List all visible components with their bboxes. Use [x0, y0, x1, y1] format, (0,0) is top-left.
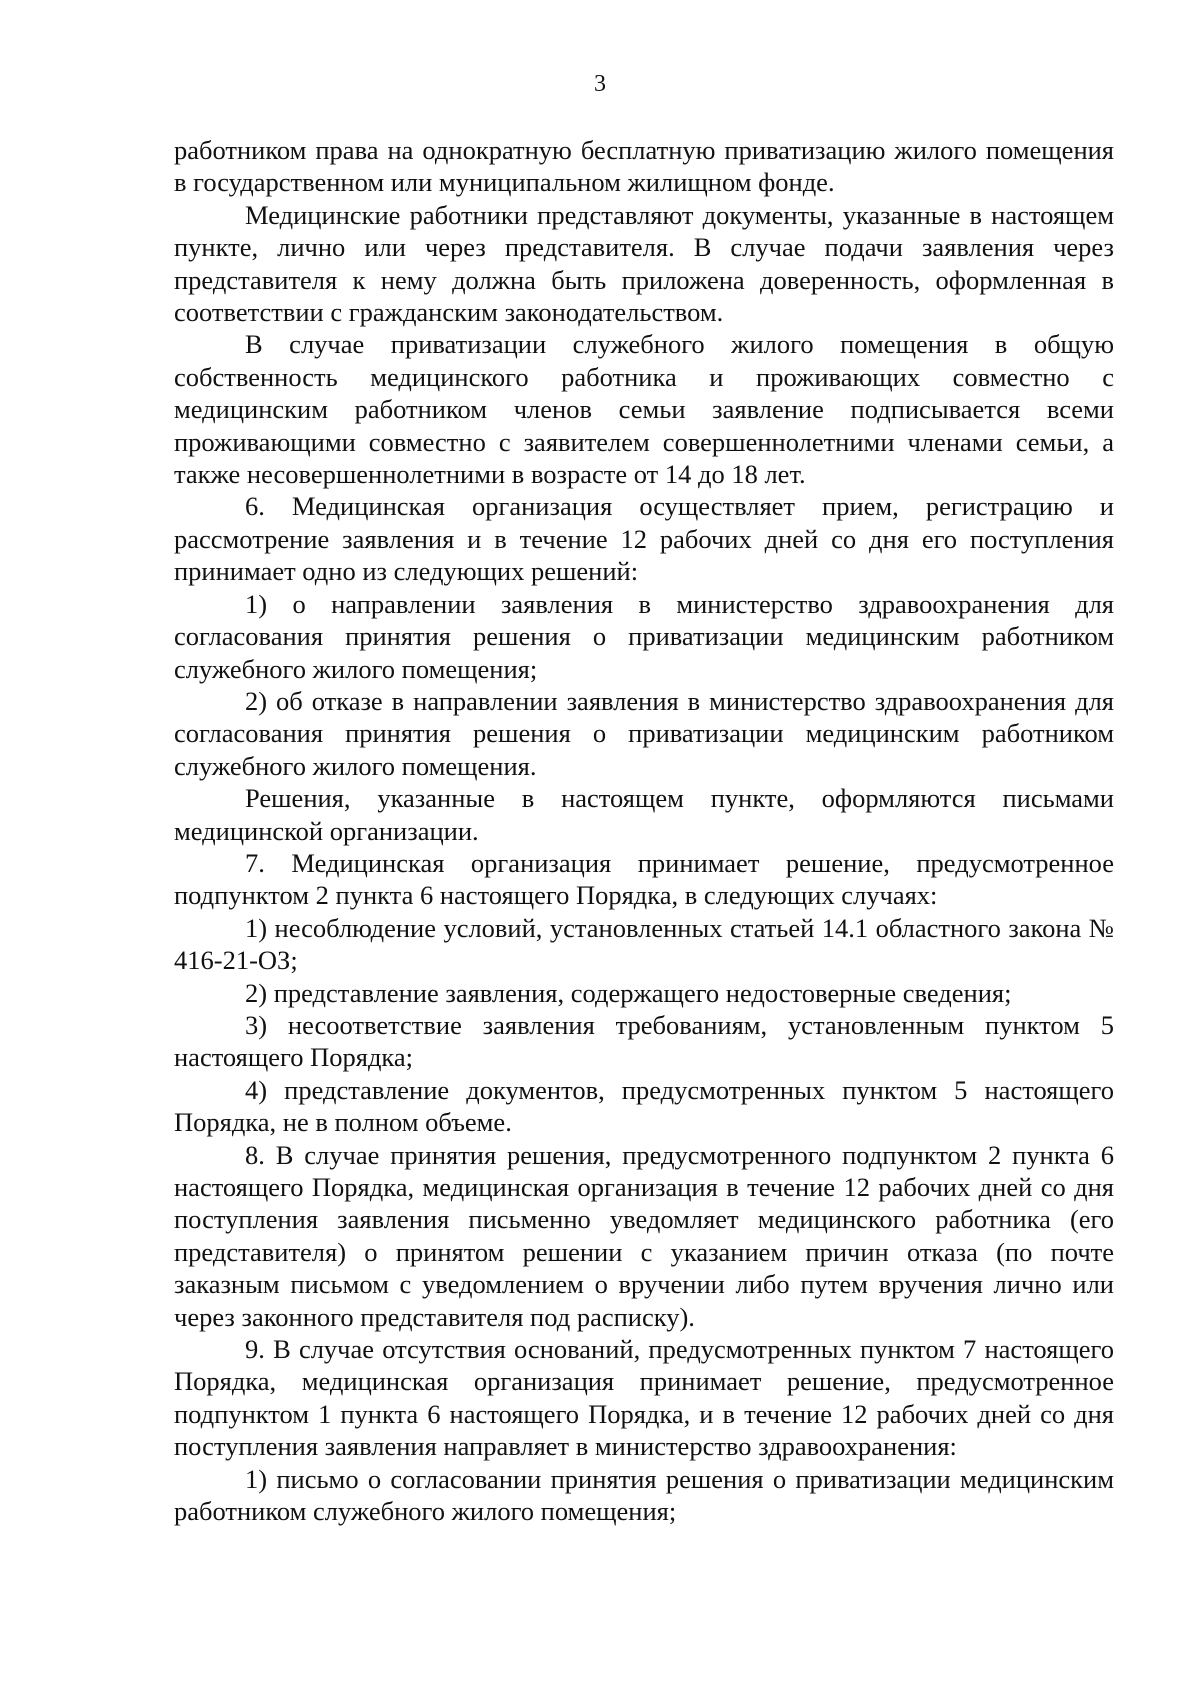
- paragraph-item-9-1: 1) письмо о согласовании принятия решения о приватизации медицинским работником служебного жилого помещения;: [174, 1463, 1114, 1527]
- paragraph-item-7-3: 3) несоответствие заявления требованиям, установленным пунктом 5 настоящего Порядка;: [174, 1009, 1114, 1073]
- page-number: 3: [594, 71, 606, 97]
- paragraph-item-7: 7. Медицинская организация принимает решение, предусмотренное подпунктом 2 пункта 6 настоящего Порядка, в следующих случаях:: [174, 847, 1114, 911]
- paragraph-continuation: работником права на однократную бесплатную приватизацию жилого помещения в государственном или муниципальном жилищном фонде.: [174, 135, 1114, 198]
- paragraph-item-6-1: 1) о направлении заявления в министерство здравоохранения для согласования принятия решения о приватизации медицинским работником служебного жилого помещения;: [174, 588, 1114, 684]
- paragraph-item-7-1: 1) несоблюдение условий, установленных статьей 14.1 областного закона № 416-21-ОЗ;: [174, 912, 1114, 976]
- paragraph-item-8: 8. В случае принятия решения, предусмотренного подпунктом 2 пункта 6 настоящего Порядка, медицинская организация в течение 12 рабочих дней со дня поступления заявления письменно уведомляет медицинского работника (его представителя) о принятом решении с указанием причин отказа (по почте заказным письмом с уведомлением о вручении либо путем вручения лично или через законного представителя под расписку).: [174, 1139, 1114, 1332]
- paragraph-item-6: 6. Медицинская организация осуществляет прием, регистрацию и рассмотрение заявления и в течение 12 рабочих дней со дня его поступления принимает одно из следующих решений:: [174, 491, 1114, 587]
- paragraph-item-9: 9. В случае отсутствия оснований, предусмотренных пунктом 7 настоящего Порядка, медицинская организация принимает решение, предусмотренное подпунктом 1 пункта 6 настоящего Порядка, и в течение 12 рабочих дней со дня поступления заявления направляет в министерство здравоохранения:: [174, 1334, 1114, 1462]
- document-body: [174, 134, 1114, 1527]
- paragraph-item-7-4: 4) представление документов, предусмотренных пунктом 5 настоящего Порядка, не в полном объеме.: [174, 1074, 1114, 1138]
- paragraph-joint-ownership: В случае приватизации служебного жилого помещения в общую собственность медицинского работника и проживающих совместно с медицинским работником членов семьи заявление подписывается всеми проживающими совместно с заявителем совершеннолетними членами семьи, а также несовершеннолетними в возрасте от 14 до 18 лет.: [174, 329, 1114, 490]
- paragraph-decisions-letters: Решения, указанные в настоящем пункте, оформляются письмами медицинской организации.: [174, 783, 1114, 846]
- paragraph-documents-submission: Медицинские работники представляют документы, указанные в настоящем пункте, лично или через представителя. В случае подачи заявления через представителя к нему должна быть приложена доверенность, оформленная в соответствии с гражданским законодательством.: [174, 199, 1114, 328]
- paragraph-item-7-2: 2) представление заявления, содержащего недостоверные сведения;: [245, 977, 1012, 1008]
- paragraph-item-6-2: 2) об отказе в направлении заявления в министерство здравоохранения для согласования принятия решения о приватизации медицинским работником служебного жилого помещения.: [174, 685, 1114, 781]
